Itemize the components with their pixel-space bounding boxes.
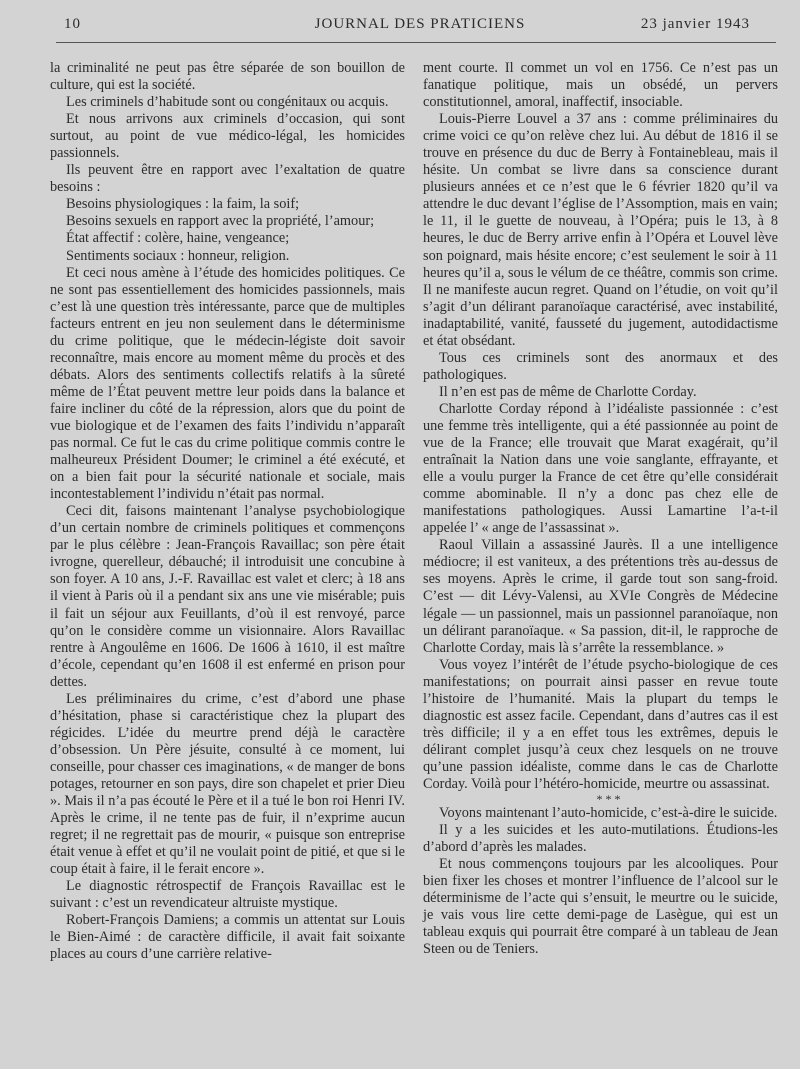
paragraph: Louis-Pierre Louvel a 37 ans : comme préliminaires du crime voici ce qu’on relève chez lui. Au début de 1816 il se trouve en présence du duc de Berry à Fontainebleau, mais il hésite. Un combat se livre dans sa conscience durant plusieurs années et ce n’est que le 6 février 1820 qu’il va attendre le duc devant l’église de l’Assomption, mais en vain; le 11, il le guette de nouveau, à l’Opéra; puis le 13, à 8 heures, le duc de Berry arrive enfin à l’Opéra et Louvel lève son poignard, mais hésite encore; c’est seulement le soir à 11 heures qu’il a, sous le vélum de ce théâtre, commis son crime. Il ne manifeste aucun regret. Quand on l’étudie, on voit qu’il s’agit d’un délirant paranoïaque caractérisé, avec instabilité, inadaptabilité, vanité, fausseté du jugement, autodidactisme et état obsédant.	[423, 111, 778, 349]
paragraph: Et nous commençons toujours par les alcooliques. Pour bien fixer les choses et montrer l’influence de l’alcool sur le déterminisme de l’acte qui s’ensuit, le meurtre ou le suicide, je vais vous lire cette demi-page de Lasègue, qui est un tableau exquis qui pourrait être comparé à un tableau de Jean Steen ou de Teniers.	[423, 856, 778, 958]
paragraph: Besoins physiologiques : la faim, la soif;	[66, 196, 300, 213]
paragraph: Le diagnostic rétrospectif de François Ravaillac est le suivant : c’est un revendicateur altruiste mystique.	[50, 878, 405, 912]
paragraph: Sentiments sociaux : honneur, religion.	[66, 247, 290, 264]
paragraph: Ceci dit, faisons maintenant l’analyse psychobiologique d’un certain nombre de criminels politiques et commençons par le plus célèbre : Jean-François Ravaillac; son père était ivrogne, querelleur, débauché; il introduisit une concubine à son foyer. A 10 ans, J.-F. Ravaillac est valet et clerc; à 18 ans il vient à Paris où il a pendant six ans une vie misérable; puis il fait un séjour aux Feuillants, d’où il est renvoyé, parce qu’on le considère comme un visionnaire. Alors Ravaillac rentre à Angoulême en 1606. De 1606 à 1610, il est maître d’école, cependant qu’en 1608 il est enfermé en prison pour dettes.	[50, 503, 405, 690]
paragraph: Et ceci nous amène à l’étude des homicides politiques. Ce ne sont pas essentiellement des homicides passionnels, mais c’est là une question très intéressante, parce que de multiples facteurs entrent en jeu non seulement dans le déterminisme du crime politique, que le médecin-légiste doit savoir reconnaître, mais encore au moment même du procès et des débats. Alors des sentiments collectifs relatifs à la sûreté même de l’État peuvent mettre leur poids dans la balance et faire incliner du côté de la répression, alors que du point de vue biologique et de l’examen des faits l’individu n’apparaît pas normal. Ce fut le cas du crime politique commis contre le malheureux Président Doumer; le criminel a été exécuté, et on a bien fait pour la sécurité nationale et sociale, mais incontestablement l’individu n’était pas normal.	[50, 264, 405, 503]
paragraph: Robert-François Damiens; a commis un attentat sur Louis le Bien-Aimé : de caractère difficile, il avait fait soixante places au cours d’une carrière relative-	[50, 912, 405, 963]
page-number: 10	[64, 16, 81, 32]
paragraph: Tous ces criminels sont des anormaux et des pathologiques.	[423, 349, 778, 383]
paragraph: Charlotte Corday répond à l’idéaliste passionnée : c’est une femme très intelligente, qui a été passionnée au point de vue de la France; elle trouvait que Marat exagérait, qu’il entraînait la Nation dans une voie sanglante, effrayante, et elle a voulu purger la France de cet être qu’elle considérait comme abominable. Il n’y a donc pas chez elle de manifestations pathologiques. Aussi Lamartine l’a-t-il appelée l’ « ange de l’assassinat ».	[423, 400, 778, 537]
paragraph: la criminalité ne peut pas être séparée de son bouillon de culture, qui est la société.	[50, 60, 405, 94]
section-separator: * * *	[596, 792, 621, 807]
paragraph: État affectif : colère, haine, vengeance;	[66, 230, 290, 247]
paragraph: Les préliminaires du crime, c’est d’abord une phase d’hésitation, phase si caractéristique chez la plupart des régicides. L’idée du meurtre prend déjà le caractère d’obsession. Un Père jésuite, consulté à ce moment, lui conseille, pour chasser ces imaginations, « de manger de bons potages, retourner en son pays, dire son chapelet et prier Dieu ». Mais il n’a pas écouté le Père et il a tué le bon roi Henri IV. Après le crime, il ne tente pas de fuir, il n’exprime aucun regret; il ne regrettait pas de mourir, « puisque son entreprise était venue à effet et qu’il ne voulait point de pitié, et que si le coup était à faire, il le ferait encore ».	[50, 690, 405, 878]
paragraph: Ils peuvent être en rapport avec l’exaltation de quatre besoins :	[50, 162, 405, 196]
journal-title: JOURNAL DES PRATICIENS	[314, 16, 526, 32]
paragraph: Il n’en est pas de même de Charlotte Corday.	[439, 383, 697, 400]
paragraph: Raoul Villain a assassiné Jaurès. Il a une intelligence médiocre; il est vaniteux, a des prétentions très au-dessus de ses moyens. Après le crime, il garde tout son sang-froid. C’est — dit Lévy-Valensi, au XVIe Congrès de Médecine légale — un passionnel, mais un passionnel paranoïaque, non un délirant paranoïaque. « Sa passion, dit-il, le rapproche de Charlotte Corday, mais là s’arrête la ressemblance. »	[423, 537, 778, 656]
running-header	[60, 16, 780, 38]
left-column	[50, 60, 405, 963]
paragraph: Vous voyez l’intérêt de l’étude psycho-biologique de ces manifestations; on pourrait ainsi passer en revue toute l’histoire de l’humanité. Mais la plupart du temps le diagnostic est assez facile. Cependant, dans d’autres cas il est très difficile; il y a en effet tous les extrêmes, depuis le délirant complet jusqu’à ceux chez lesquels on ne trouve qu’une passion idéaliste, comme dans le cas de Charlotte Corday. Voilà pour l’hétéro-homicide, meurtre ou assassinat.	[423, 656, 778, 792]
paragraph: Voyons maintenant l’auto-homicide, c’est-à-dire le suicide.	[439, 805, 778, 822]
paragraph: Il y a les suicides et les auto-mutilations. Étudions-les d’abord d’après les malades.	[423, 822, 778, 856]
paragraph: ment courte. Il commet un vol en 1756. Ce n’est pas un fanatique politique, mais un obsédé, un pervers constitutionnel, amoral, inaffectif, insociable.	[423, 60, 778, 111]
paragraph: Et nous arrivons aux criminels d’occasion, qui sont surtout, au point de vue médico-légal, les homicides passionnels.	[50, 111, 405, 162]
paragraph: Les criminels d’habitude sont ou congénitaux ou acquis.	[66, 94, 389, 111]
issue-date: 23 janvier 1943	[640, 16, 750, 32]
header-rule	[56, 42, 776, 43]
paragraph: Besoins sexuels en rapport avec la propriété, l’amour;	[66, 213, 375, 230]
right-column	[423, 60, 778, 958]
